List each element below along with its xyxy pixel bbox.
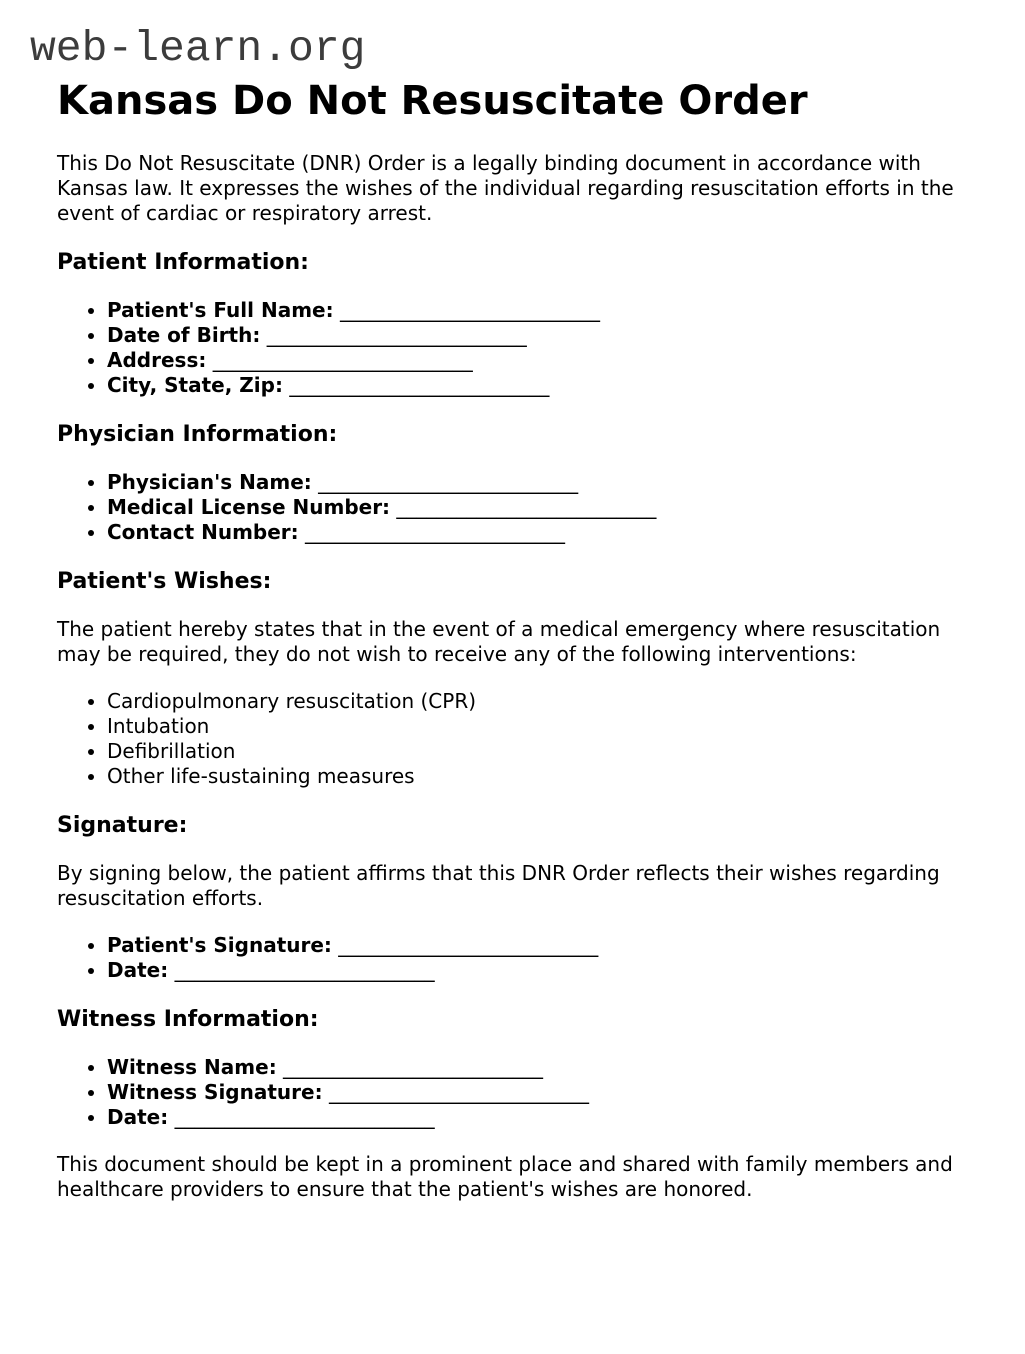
field-label: Address: — [107, 348, 207, 372]
field-label: Witness Signature: — [107, 1080, 323, 1104]
field-witness-signature — [107, 1080, 968, 1105]
field-address — [107, 348, 968, 373]
field-blank-line: __________________________ — [212, 348, 473, 372]
field-label: Contact Number: — [107, 520, 299, 544]
field-label: Patient's Full Name: — [107, 298, 334, 322]
field-blank-line: __________________________ — [318, 470, 579, 494]
field-blank-line: __________________________ — [339, 298, 600, 322]
intervention-other-measures: • Other life-sustaining measures — [107, 764, 968, 789]
field-label: Medical License Number: — [107, 495, 391, 519]
physician-information-field-list — [57, 470, 968, 545]
field-patient-signature — [107, 933, 968, 958]
field-label: Date: — [107, 1105, 169, 1129]
field-contact-number — [107, 520, 968, 545]
intro-paragraph: This Do Not Resuscitate (DNR) Order is a legally binding document in accordance with Kansas law. It expresses the wishes of the individual regarding resuscitation efforts in the event of cardiac or respiratory arrest. — [57, 151, 954, 225]
field-blank-line: __________________________ — [174, 958, 435, 982]
section-heading-patient-wishes: Patient's Wishes: — [57, 569, 272, 594]
signature-paragraph: By signing below, the patient affirms that this DNR Order reflects their wishes regarding resuscitation efforts. — [57, 861, 940, 910]
intervention-defibrillation: • Defibrillation — [107, 739, 968, 764]
field-blank-line: __________________________ — [328, 1080, 589, 1104]
section-heading-patient-information: Patient Information: — [57, 250, 309, 275]
witness-field-list — [57, 1055, 968, 1130]
section-heading-signature: Signature: — [57, 813, 188, 838]
field-signature-date — [107, 958, 968, 983]
field-blank-line: __________________________ — [283, 1055, 544, 1079]
field-blank-line: __________________________ — [305, 520, 566, 544]
field-blank-line: __________________________ — [338, 933, 599, 957]
interventions-list — [57, 689, 968, 789]
section-heading-physician-information: Physician Information: — [57, 422, 338, 447]
field-date-of-birth — [107, 323, 968, 348]
field-physician-name — [107, 470, 968, 495]
site-logo: web-learn.org — [30, 24, 366, 73]
document-title: Kansas Do Not Resuscitate Order — [57, 78, 808, 124]
field-label: Date: — [107, 958, 169, 982]
field-blank-line: __________________________ — [266, 323, 527, 347]
field-city-state-zip — [107, 373, 968, 398]
field-label: Date of Birth: — [107, 323, 261, 347]
patient-information-field-list — [57, 298, 968, 398]
field-label: Patient's Signature: — [107, 933, 332, 957]
field-patient-full-name — [107, 298, 968, 323]
field-witness-name — [107, 1055, 968, 1080]
intervention-cpr: • Cardiopulmonary resuscitation (CPR) — [107, 689, 968, 714]
section-heading-witness-information: Witness Information: — [57, 1007, 319, 1032]
field-label: City, State, Zip: — [107, 373, 283, 397]
document-body — [0, 78, 1025, 1202]
intervention-intubation: • Intubation — [107, 714, 968, 739]
patient-wishes-paragraph: The patient hereby states that in the event of a medical emergency where resuscitation may be required, they do not wish to receive any of the following interventions: — [57, 617, 941, 666]
field-blank-line: __________________________ — [174, 1105, 435, 1129]
field-witness-date — [107, 1105, 968, 1130]
field-label: Witness Name: — [107, 1055, 277, 1079]
footer-paragraph: This document should be kept in a prominent place and shared with family members and healthcare providers to ensure that the patient's wishes are honored. — [57, 1152, 953, 1201]
signature-field-list — [57, 933, 968, 983]
field-label: Physician's Name: — [107, 470, 312, 494]
field-blank-line: __________________________ — [396, 495, 657, 519]
field-blank-line: __________________________ — [289, 373, 550, 397]
field-medical-license-number — [107, 495, 968, 520]
